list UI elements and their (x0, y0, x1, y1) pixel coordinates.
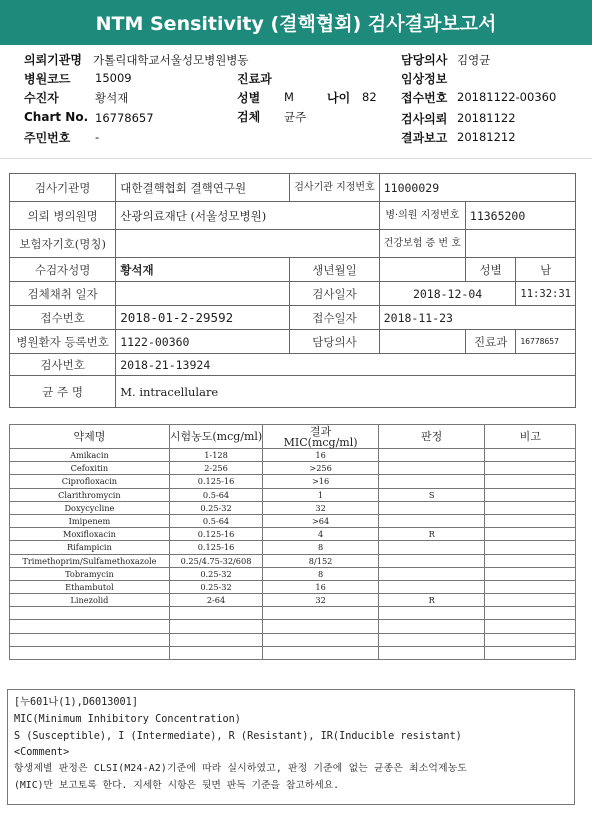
conc-header: 시험농도(mcg/ml) (169, 425, 262, 449)
mic-cell: 32 (263, 501, 379, 514)
mic-cell: >256 (263, 462, 379, 475)
conc-cell: 0.5-64 (169, 488, 262, 501)
empty-cell (169, 646, 262, 659)
dept-label: 진료과 (237, 72, 272, 86)
strain-value: M. intracellulare (116, 376, 576, 408)
conc-cell: 2-256 (169, 462, 262, 475)
conc-cell: 0.25/4.75-32/608 (169, 554, 262, 567)
patient-info (0, 50, 592, 150)
specimen-label: 검체 (237, 110, 261, 124)
hosp-id-label: 병·의원 지정번호 (379, 202, 465, 230)
empty-cell (485, 620, 576, 633)
empty-row (10, 620, 576, 633)
report-label: 결과보고 (401, 131, 448, 145)
judge-cell (378, 514, 484, 527)
judge-header: 판정 (378, 425, 484, 449)
drug-header: 약제명 (10, 425, 170, 449)
mic-cell: 4 (263, 528, 379, 541)
mic-cell: 8 (263, 567, 379, 580)
empty-cell (378, 607, 484, 620)
empty-cell (263, 607, 379, 620)
birth-label: 생년월일 (290, 258, 379, 282)
patient-name-label: 수검자성명 (10, 258, 116, 282)
drug-cell: Amikacin (10, 449, 170, 462)
table-row (10, 528, 576, 541)
age-value: 82 (362, 90, 377, 104)
lab-info-form (9, 173, 576, 408)
conc-cell: 0.25-32 (169, 501, 262, 514)
mic-cell: 8 (263, 541, 379, 554)
chart-no-value: 16778657 (95, 111, 154, 125)
empty-cell (378, 620, 484, 633)
test-time-value: 11:32:31 (516, 282, 576, 306)
table-row (10, 514, 576, 527)
drug-cell: Tobramycin (10, 567, 170, 580)
notes-mic: MIC(Minimum Inhibitory Concentration) (14, 714, 241, 725)
judge-cell (378, 475, 484, 488)
drug-cell: Clarithromycin (10, 488, 170, 501)
mic-cell: >16 (263, 475, 379, 488)
form-dept-value: 16778657 (516, 330, 576, 354)
notes-comment-line1: 항생제별 판정은 CLSI(M24-A2)기준에 따라 실시하였고, 판정 기준에 없는 균종은 최소억제농도 (14, 763, 468, 774)
note-cell (485, 462, 576, 475)
test-date-value: 2018-12-04 (379, 282, 516, 306)
hosp-id-value: 11365200 (465, 202, 575, 230)
doctor-value: 김영균 (457, 53, 491, 67)
judge-cell (378, 554, 484, 567)
sex-value: M (284, 90, 294, 104)
table-row (10, 594, 576, 607)
insurance-label: 보험자기호(명칭) (10, 230, 116, 258)
note-cell (485, 554, 576, 567)
judge-cell: S (378, 488, 484, 501)
drug-cell: Doxycycline (10, 501, 170, 514)
empty-cell (378, 633, 484, 646)
req-hosp-label: 의뢰 병의원명 (10, 202, 116, 230)
collect-date-value (116, 282, 290, 306)
empty-cell (263, 620, 379, 633)
collector-value: 황석재 (95, 91, 129, 105)
request-date: 20181122 (457, 111, 516, 125)
empty-cell (378, 646, 484, 659)
note-cell (485, 488, 576, 501)
table-row (10, 488, 576, 501)
drug-cell: Rifampicin (10, 541, 170, 554)
ins-card-value (465, 230, 575, 258)
form-dept-label: 진료과 (465, 330, 516, 354)
note-cell (485, 514, 576, 527)
patient-name-value: 황석재 (116, 258, 290, 282)
mic-cell: 1 (263, 488, 379, 501)
judge-cell (378, 462, 484, 475)
collector-label: 수진자 (24, 91, 59, 105)
doctor-label: 담당의사 (401, 53, 448, 67)
conc-cell: 0.5-64 (169, 514, 262, 527)
ins-card-label: 건강보험 증 번 호 (379, 230, 465, 258)
conc-cell: 0.25-32 (169, 580, 262, 593)
table-row (10, 475, 576, 488)
strain-label: 균 주 명 (10, 376, 116, 408)
form-doctor-label: 담당의사 (290, 330, 379, 354)
receipt-value: 2018-01-2-29592 (116, 306, 290, 330)
empty-cell (10, 607, 170, 620)
report-date: 20181212 (457, 130, 516, 144)
reg-no-value: 1122-00360 (116, 330, 290, 354)
receive-date-value: 2018-11-23 (379, 306, 575, 330)
mic-header (263, 425, 379, 449)
empty-cell (485, 633, 576, 646)
empty-cell (10, 646, 170, 659)
drug-cell: Ciprofloxacin (10, 475, 170, 488)
clinical-label: 임상정보 (401, 72, 448, 86)
table-row (10, 580, 576, 593)
judge-cell (378, 501, 484, 514)
judge-cell (378, 449, 484, 462)
drug-cell: Ethambutol (10, 580, 170, 593)
institution-label: 의뢰기관명 (24, 53, 82, 67)
request-label: 검사의뢰 (401, 112, 448, 126)
test-no-value: 2018-21-13924 (116, 354, 576, 376)
drug-cell: Moxifloxacin (10, 528, 170, 541)
empty-cell (10, 633, 170, 646)
drug-cell: Cefoxitin (10, 462, 170, 475)
sex-label: 성별 (237, 91, 261, 105)
lab-value: 대한결핵협회 결핵연구원 (116, 174, 290, 202)
judge-cell (378, 541, 484, 554)
chart-no-label: Chart No. (24, 110, 89, 124)
resident-value: - (95, 130, 100, 144)
table-row (10, 554, 576, 567)
note-cell (485, 528, 576, 541)
report-title: NTM Sensitivity (결핵협회) 검사결과보고서 (0, 0, 592, 45)
notes-legend: S (Susceptible), I (Intermediate), R (Resistant), IR(Inducible resistant) (14, 731, 462, 742)
reg-no-label: 병원환자 등록번호 (10, 330, 116, 354)
receive-date-label: 접수일자 (290, 306, 379, 330)
birth-value (379, 258, 465, 282)
judge-cell: R (378, 594, 484, 607)
hospital-code-label: 병원코드 (24, 72, 71, 86)
collect-date-label: 검체채취 일자 (10, 282, 116, 306)
resident-label: 주민번호 (24, 131, 71, 145)
specimen-value: 균주 (284, 110, 307, 124)
table-row (10, 567, 576, 580)
mic-cell: 16 (263, 580, 379, 593)
form-doctor-value (379, 330, 465, 354)
mic-results-table (9, 424, 576, 660)
receipt-no-label: 접수번호 (401, 91, 448, 105)
conc-cell: 0.25-32 (169, 567, 262, 580)
conc-cell: 1-128 (169, 449, 262, 462)
mic-cell: 16 (263, 449, 379, 462)
empty-cell (169, 607, 262, 620)
lab-label: 검사기관명 (10, 174, 116, 202)
note-cell (485, 594, 576, 607)
drug-cell: Linezolid (10, 594, 170, 607)
notes-box (7, 689, 575, 805)
req-hosp-value: 산광의료재단 (서울성모병원) (116, 202, 379, 230)
test-no-label: 검사번호 (10, 354, 116, 376)
form-sex-value: 남 (516, 258, 576, 282)
note-cell (485, 541, 576, 554)
empty-cell (263, 646, 379, 659)
empty-row (10, 607, 576, 620)
form-sex-label: 성별 (465, 258, 516, 282)
judge-cell: R (378, 528, 484, 541)
empty-row (10, 646, 576, 659)
drug-cell: Trimethoprim/Sulfamethoxazole (10, 554, 170, 567)
table-row (10, 501, 576, 514)
notes-code: [누601나(1),D6013001] (14, 697, 138, 708)
table-row (10, 462, 576, 475)
empty-cell (10, 620, 170, 633)
receipt-no-value: 20181122-00360 (457, 90, 557, 104)
table-row (10, 449, 576, 462)
institution-value: 가톨릭대학교서울성모병원병동 (93, 53, 249, 67)
lab-id-value: 11000029 (379, 174, 575, 202)
empty-cell (485, 646, 576, 659)
results-header-row (10, 425, 576, 449)
note-cell (485, 567, 576, 580)
note-cell (485, 580, 576, 593)
mic-cell: 8/152 (263, 554, 379, 567)
note-cell (485, 501, 576, 514)
test-date-label: 검사일자 (290, 282, 379, 306)
judge-cell (378, 567, 484, 580)
lab-id-label: 검사기관 지정번호 (290, 174, 379, 202)
receipt-label: 접수번호 (10, 306, 116, 330)
empty-cell (485, 607, 576, 620)
empty-cell (169, 633, 262, 646)
note-cell (485, 449, 576, 462)
mic-header-line1: 결과 (309, 424, 332, 438)
mic-header-line2: MIC(mcg/ml) (283, 435, 358, 449)
conc-cell: 0.125-16 (169, 541, 262, 554)
notes-comment-label: <Comment> (14, 747, 70, 758)
empty-row (10, 633, 576, 646)
mic-cell: 32 (263, 594, 379, 607)
mic-cell: >64 (263, 514, 379, 527)
drug-cell: Imipenem (10, 514, 170, 527)
notes-comment-line2: (MIC)만 보고토록 한다. 지세한 시항은 뒷면 판독 기준을 참고하세요. (14, 780, 340, 791)
note-cell (485, 475, 576, 488)
note-header: 비고 (485, 425, 576, 449)
conc-cell: 0.125-16 (169, 475, 262, 488)
insurance-value (116, 230, 379, 258)
conc-cell: 0.125-16 (169, 528, 262, 541)
empty-cell (169, 620, 262, 633)
conc-cell: 2-64 (169, 594, 262, 607)
hospital-code-value: 15009 (95, 71, 132, 85)
table-row (10, 541, 576, 554)
empty-cell (263, 633, 379, 646)
age-label: 나이 (327, 91, 351, 105)
judge-cell (378, 580, 484, 593)
